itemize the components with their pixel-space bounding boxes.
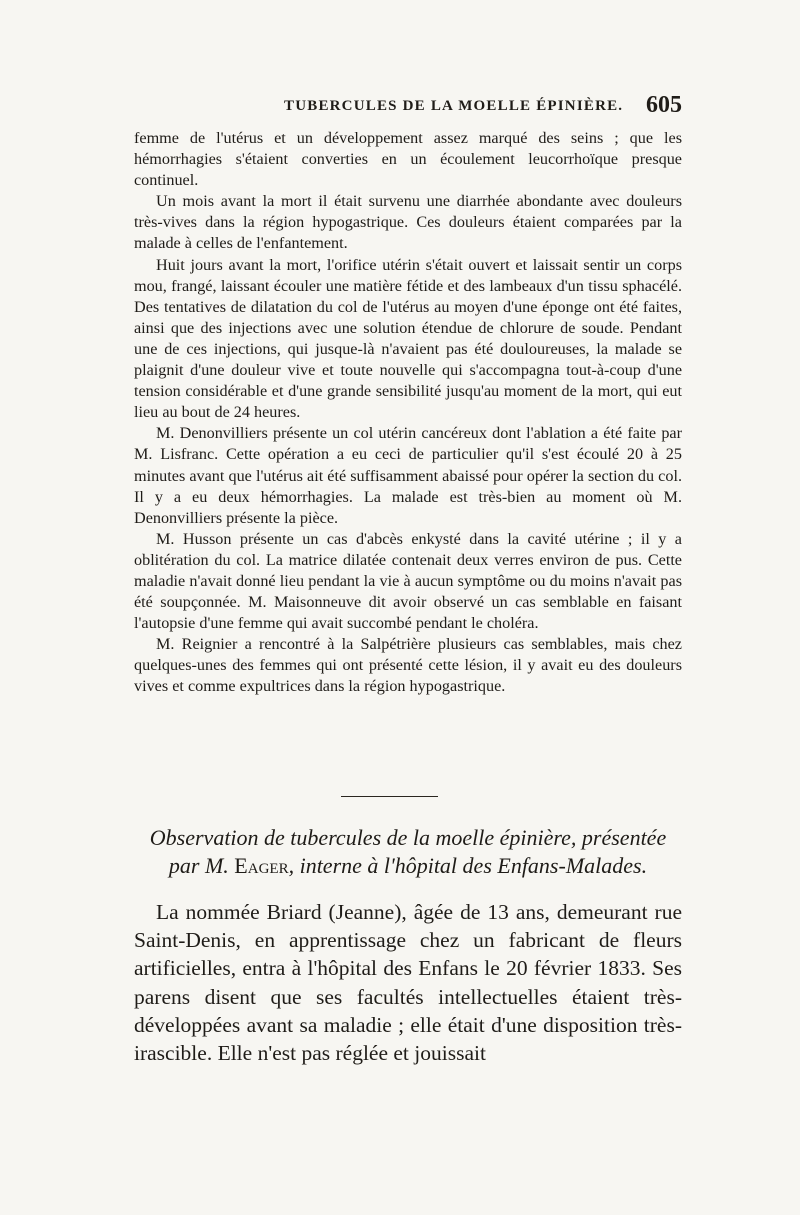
paragraph: M. Reignier a rencontré à la Salpétrière plusieurs cas semblables, mais chez quelques-unes des femmes qui ont présenté cette lésion, il y avait eu des douleurs vives et comme expultrices dans la région hypogastrique.: [134, 635, 682, 696]
observation-author: Eager: [234, 853, 289, 878]
body-text-large: [134, 898, 682, 1067]
paragraph: M. Husson présente un cas d'abcès enkysté dans la cavité utérine ; il y a oblitération du col. La matrice dilatée contenait deux verres environ de pus. Cette maladie n'avait donné lieu pendant la vie à aucun symptôme ou du moins n'avait pas été soupçonnée. M. Maisonneuve dit avoir observé un cas semblable en faisant l'autopsie d'une femme qui avait succombé pendant le choléra.: [134, 529, 682, 633]
section-divider: [341, 796, 438, 797]
observation-title: [134, 824, 682, 880]
paragraph: Un mois avant la mort il était survenu une diarrhée abondante avec douleurs très-vives dans la région hypogastrique. Ces douleurs étaient comparées par la malade à celles de l'enfantement.: [134, 192, 682, 253]
body-text-small: [134, 128, 682, 698]
paragraph: La nommée Briard (Jeanne), âgée de 13 ans, demeurant rue Saint-Denis, en apprentissage chez un fabricant de fleurs artificielles, entra à l'hôpital des Enfans le 20 février 1833. Ses parens disent que ses facultés intellectuelles étaient très-développées avant sa maladie ; elle était d'une disposition très-irascible. Elle n'est pas réglée et jouissait: [134, 900, 682, 1066]
paragraph: Huit jours avant la mort, l'orifice utérin s'était ouvert et laissait sentir un corps mou, frangé, laissant écouler une matière fétide et des lambeaux d'un tissu sphacélé. Des tentatives de dilatation du col de l'utérus au moyen d'une éponge ont été faites, ainsi que des injections avec une solution étendue de chlorure de soude. Pendant une de ces injections, qui jusque-là n'avaient pas été douloureuses, la malade se plaignit d'une douleur vive et toute nouvelle qui s'accompagna tout-à-coup d'une tension considérable et d'une grande sensibilité jusqu'au moment de la mort, qui eut lieu au bout de 24 heures.: [134, 255, 682, 422]
page-number: 605: [646, 92, 682, 118]
observation-title-text: Observation de tubercules de la moelle épinière, présentée par M.: [149, 825, 667, 878]
observation-title-text: , interne à l'hôpital des Enfans-Malades.: [288, 853, 648, 878]
paragraph: femme de l'utérus et un développement assez marqué des seins ; que les hémorrhagies s'étaient converties en un écoulement leucorrhoïque presque continuel.: [134, 129, 682, 190]
page-header: [134, 92, 682, 122]
running-head: TUBERCULES DE LA MOELLE ÉPINIÈRE.: [284, 98, 624, 114]
paragraph: M. Denonvilliers présente un col utérin cancéreux dont l'ablation a été faite par M. Lisfranc. Cette opération a eu ceci de particulier qu'il s'est écoulé 20 à 25 minutes avant que l'utérus ait été suffisamment abaissé pour opérer la section du col. Il y a eu deux hémorrhagies. La malade est très-bien au moment où M. Denonvilliers présente la pièce.: [134, 424, 682, 527]
